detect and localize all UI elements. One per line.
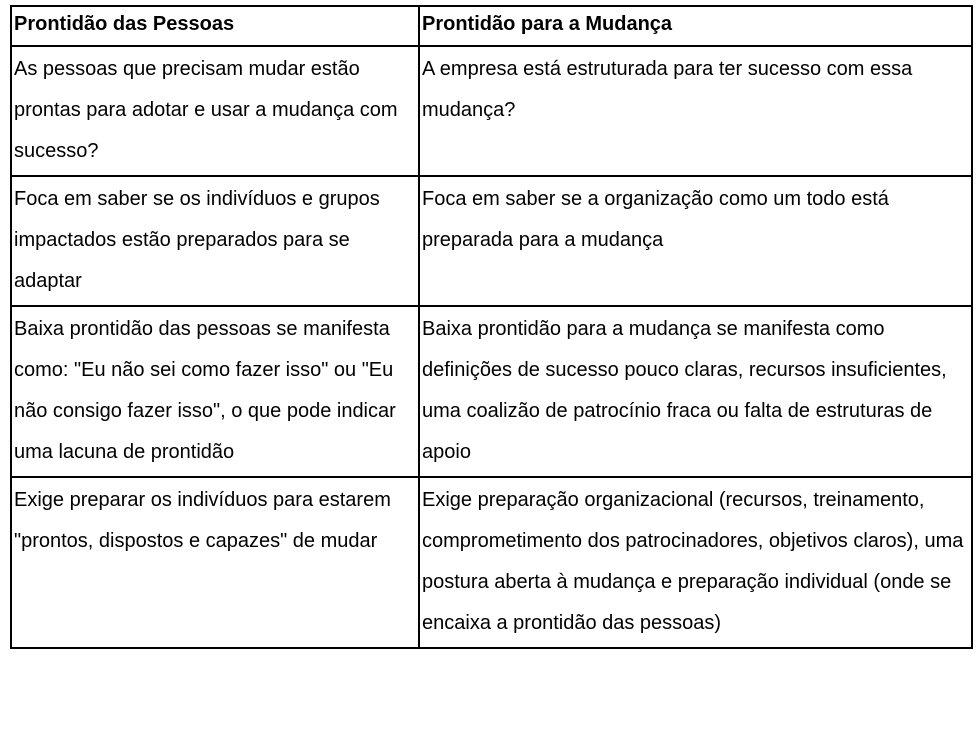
table-row <box>11 46 972 176</box>
table-row <box>11 306 972 477</box>
comparison-table <box>10 5 973 649</box>
header-people-readiness: Prontidão das Pessoas <box>11 6 419 46</box>
table-cell: Foca em saber se os indivíduos e grupos impactados estão preparados para se adaptar <box>11 176 419 306</box>
table-row <box>11 176 972 306</box>
table-cell: Foca em saber se a organização como um todo está preparada para a mudança <box>419 176 972 306</box>
header-change-readiness: Prontidão para a Mudança <box>419 6 972 46</box>
table-header-row <box>11 6 972 46</box>
table-cell: Baixa prontidão para a mudança se manifesta como definições de sucesso pouco claras, recursos insuficientes, uma coalizão de patrocínio fraca ou falta de estruturas de apoio <box>419 306 972 477</box>
table-cell: Exige preparar os indivíduos para estarem "prontos, dispostos e capazes" de mudar <box>11 477 419 648</box>
table-row <box>11 477 972 648</box>
table-cell: Exige preparação organizacional (recursos, treinamento, comprometimento dos patrocinadores, objetivos claros), uma postura aberta à mudança e preparação individual (onde se encaixa a prontidão das pessoas) <box>419 477 972 648</box>
table-cell: As pessoas que precisam mudar estão prontas para adotar e usar a mudança com sucesso? <box>11 46 419 176</box>
table-cell: Baixa prontidão das pessoas se manifesta como: "Eu não sei como fazer isso" ou "Eu não consigo fazer isso", o que pode indicar uma lacuna de prontidão <box>11 306 419 477</box>
table-cell: A empresa está estruturada para ter sucesso com essa mudança? <box>419 46 972 176</box>
